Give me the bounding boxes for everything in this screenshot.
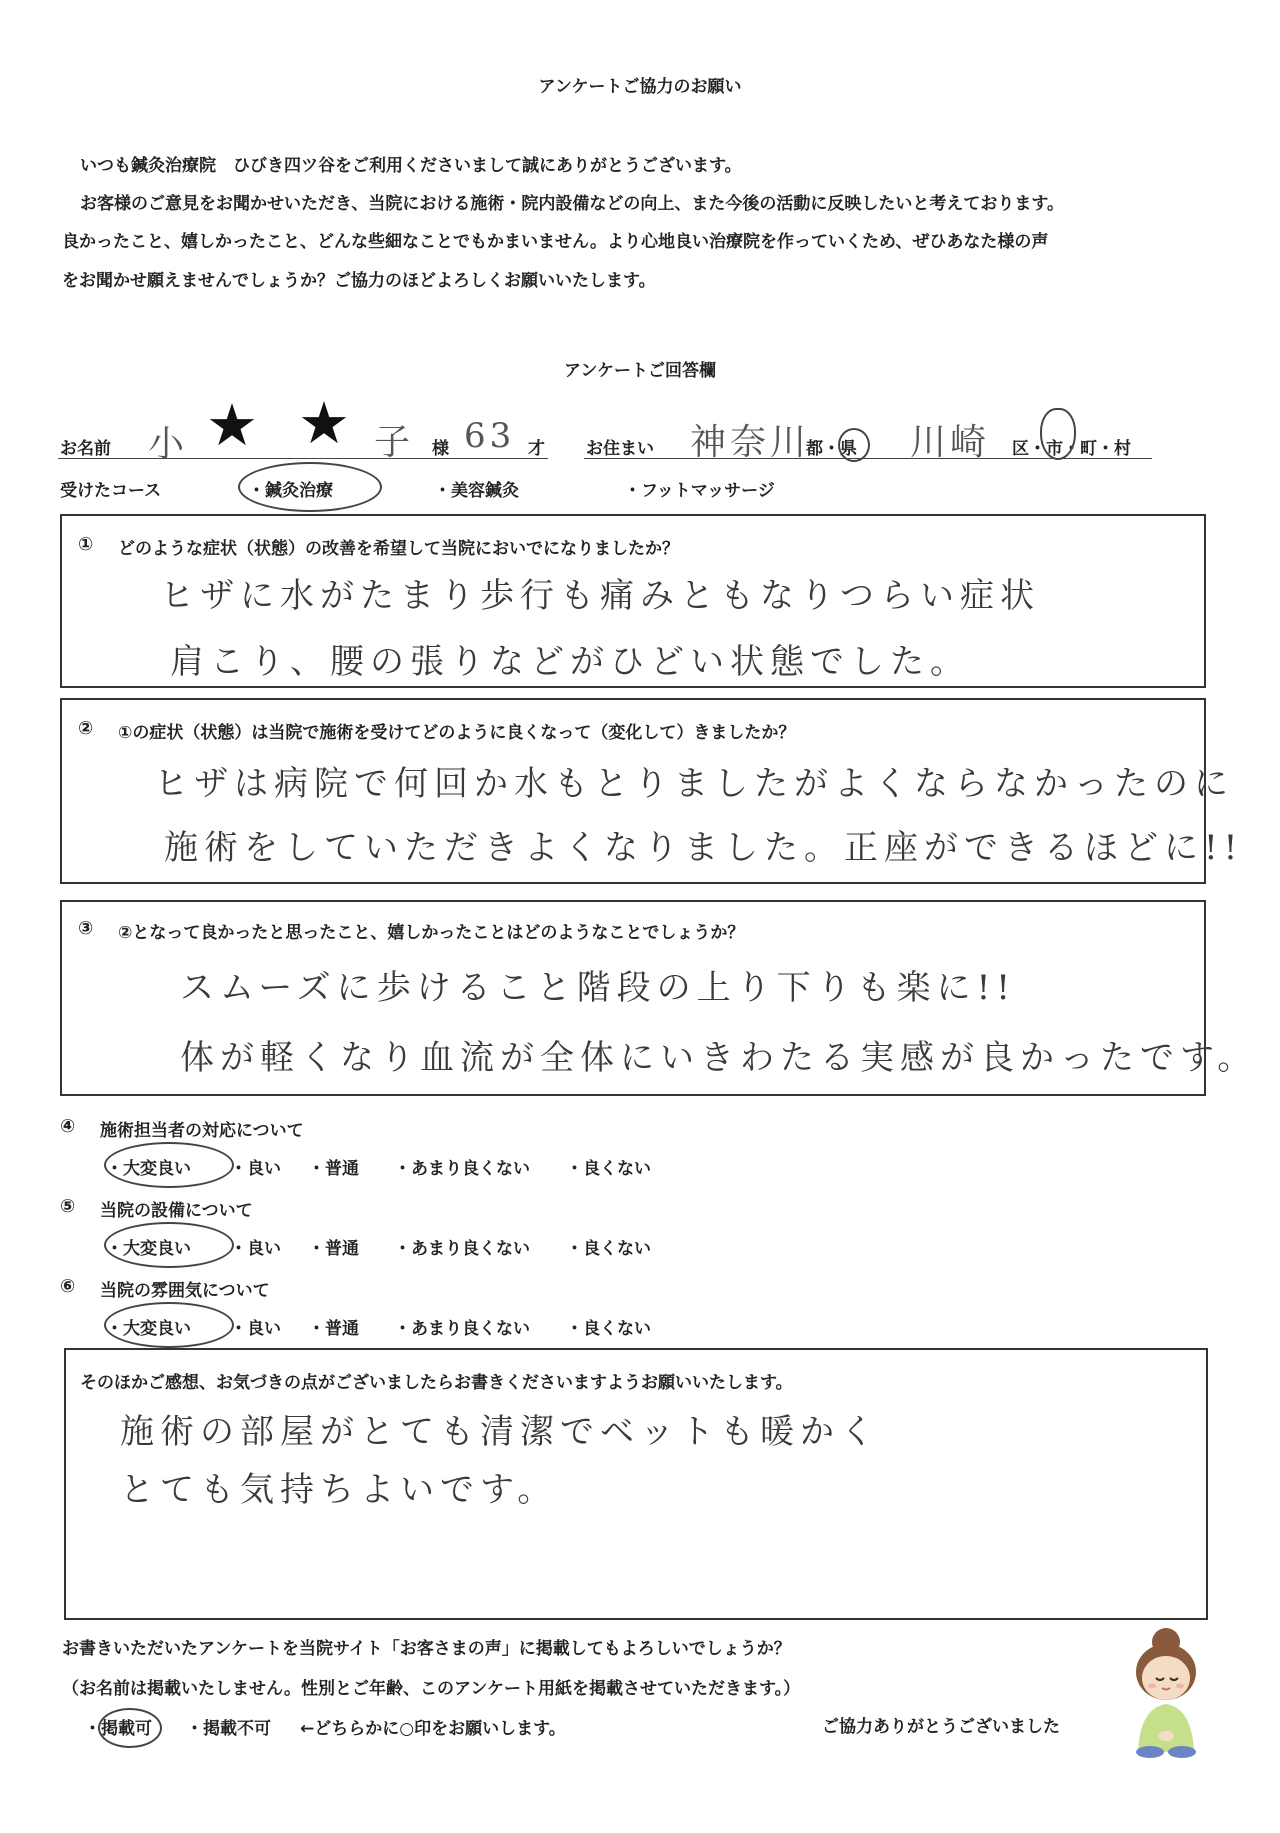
prefecture-options: 都・県 xyxy=(806,439,857,459)
answer-line: ヒザは病院で何回か水もとりましたがよくならなかったのに xyxy=(154,764,1234,804)
course-label: 受けたコース xyxy=(60,481,162,501)
answer-line: ヒザに水がたまり歩行も痛みともなりつらい症状 xyxy=(160,576,1040,616)
rating-option-bad[interactable]: ・良くない xyxy=(566,1239,651,1259)
intro-line-2: お客様のご意見をお聞かせいただき、当院における施術・院内設備などの向上、また今後の活動に反映したいと考えております。 xyxy=(80,194,1064,214)
rating-option-not-so-good[interactable]: ・あまり良くない xyxy=(394,1239,530,1259)
question-text: どのような症状（状態）の改善を希望して当院においでになりましたか？ xyxy=(118,539,679,559)
publish-option-not-allowed[interactable]: ・掲載不可 xyxy=(186,1719,271,1739)
rating-number: ⑤ xyxy=(60,1196,76,1217)
name-char-first: 小 xyxy=(148,424,189,465)
city-value: 川崎 xyxy=(910,422,991,463)
question-number: ③ xyxy=(78,918,94,939)
rating-title: 施術担当者の対応について xyxy=(100,1121,304,1141)
name-char-last: 子 xyxy=(374,422,415,463)
answer-line: 施術をしていただきよくなりました。正座ができるほどに!! xyxy=(164,828,1244,868)
comments-answer-line: 施術の部屋がとても清潔でベットも暖かく xyxy=(120,1412,880,1452)
rating-title: 当院の雰囲気について xyxy=(100,1281,270,1301)
name-label: お名前 xyxy=(60,439,111,459)
thanks-text: ご協力ありがとうございました xyxy=(822,1717,1060,1737)
rating-selected-circle xyxy=(104,1302,234,1348)
rating-option-excellent[interactable]: ・大変良い xyxy=(106,1319,191,1339)
intro-line-3: 良かったこと、嬉しかったこと、どんな些細なことでもかまいません。より心地良い治療院を作っていくため、ぜひあなた様の声 xyxy=(62,232,1049,252)
question-number: ② xyxy=(78,718,94,739)
intro-line-1: いつも鍼灸治療院 ひびき四ツ谷をご利用くださいまして誠にありがとうございます。 xyxy=(80,156,742,176)
rating-option-excellent[interactable]: ・大変良い xyxy=(106,1239,191,1259)
city-options: 区・市・町・村 xyxy=(1012,439,1131,459)
publish-option-allowed[interactable]: ・掲載可 xyxy=(84,1719,152,1739)
star-icon: ★ xyxy=(206,391,258,459)
address-underline xyxy=(584,458,1152,459)
publish-instruction: ←どちらかに○印をお願いします。 xyxy=(300,1719,566,1739)
publish-note: （お名前は掲載いたしません。性別とご年齢、このアンケート用紙を掲載させていただきます。） xyxy=(62,1679,801,1699)
intro-line-4: をお聞かせ願えませんでしょうか？ご協力のほどよろしくお願いいたします。 xyxy=(62,271,656,291)
rating-option-not-so-good[interactable]: ・あまり良くない xyxy=(394,1159,530,1179)
answer-section-title: アンケートご回答欄 xyxy=(564,361,716,381)
question-number: ① xyxy=(78,534,94,555)
prefecture-circle-mark xyxy=(838,428,870,462)
prefecture-value: 神奈川 xyxy=(690,422,811,463)
age-unit: 才 xyxy=(528,439,545,459)
survey-title: アンケートご協力のお願い xyxy=(538,77,742,97)
answer-line: 肩こり、腰の張りなどがひどい状態でした。 xyxy=(170,642,970,682)
woman-illustration-icon xyxy=(1116,1620,1216,1760)
rating-title: 当院の設備について xyxy=(100,1201,253,1221)
rating-option-not-so-good[interactable]: ・あまり良くない xyxy=(394,1319,530,1339)
city-circle-mark xyxy=(1040,408,1076,460)
rating-option-excellent[interactable]: ・大変良い xyxy=(106,1159,191,1179)
course-option-acupuncture[interactable]: ・鍼灸治療 xyxy=(248,481,333,501)
question-text: ①の症状（状態）は当院で施術を受けてどのように良くなって（変化して）きましたか？ xyxy=(118,723,796,743)
star-icon: ★ xyxy=(298,389,350,457)
age-value: 63 xyxy=(464,416,516,456)
question-text: ②となって良かったと思ったこと、嬉しかったことはどのようなことでしょうか？ xyxy=(118,923,745,943)
rating-option-good[interactable]: ・良い xyxy=(230,1239,281,1259)
rating-selected-circle xyxy=(104,1222,234,1268)
publish-question: お書きいただいたアンケートを当院サイト「お客さまの声」に掲載してもよろしいでしょうか？ xyxy=(62,1639,791,1659)
comments-answer-line: とても気持ちよいです。 xyxy=(120,1470,558,1510)
rating-option-average[interactable]: ・普通 xyxy=(308,1159,359,1179)
comments-prompt: そのほかご感想、お気づきの点がございましたらお書きくださいますようお願いいたします。 xyxy=(80,1373,793,1393)
rating-number: ⑥ xyxy=(60,1276,76,1297)
address-label: お住まい xyxy=(586,439,654,459)
course-option-foot-massage[interactable]: ・フットマッサージ xyxy=(624,481,775,501)
rating-selected-circle xyxy=(104,1142,234,1188)
rating-option-average[interactable]: ・普通 xyxy=(308,1319,359,1339)
rating-option-average[interactable]: ・普通 xyxy=(308,1239,359,1259)
rating-option-good[interactable]: ・良い xyxy=(230,1159,281,1179)
name-underline xyxy=(58,458,548,459)
rating-option-bad[interactable]: ・良くない xyxy=(566,1319,651,1339)
publish-selected-circle xyxy=(98,1708,162,1748)
rating-option-bad[interactable]: ・良くない xyxy=(566,1159,651,1179)
honorific: 様 xyxy=(432,439,449,459)
answer-line: スムーズに歩けること階段の上り下りも楽に!! xyxy=(180,968,1016,1008)
answer-line: 体が軽くなり血流が全体にいきわたる実感が良かったです。 xyxy=(180,1038,1258,1078)
course-selected-circle xyxy=(238,462,382,512)
course-option-beauty[interactable]: ・美容鍼灸 xyxy=(434,481,519,501)
rating-number: ④ xyxy=(60,1116,76,1137)
rating-option-good[interactable]: ・良い xyxy=(230,1319,281,1339)
